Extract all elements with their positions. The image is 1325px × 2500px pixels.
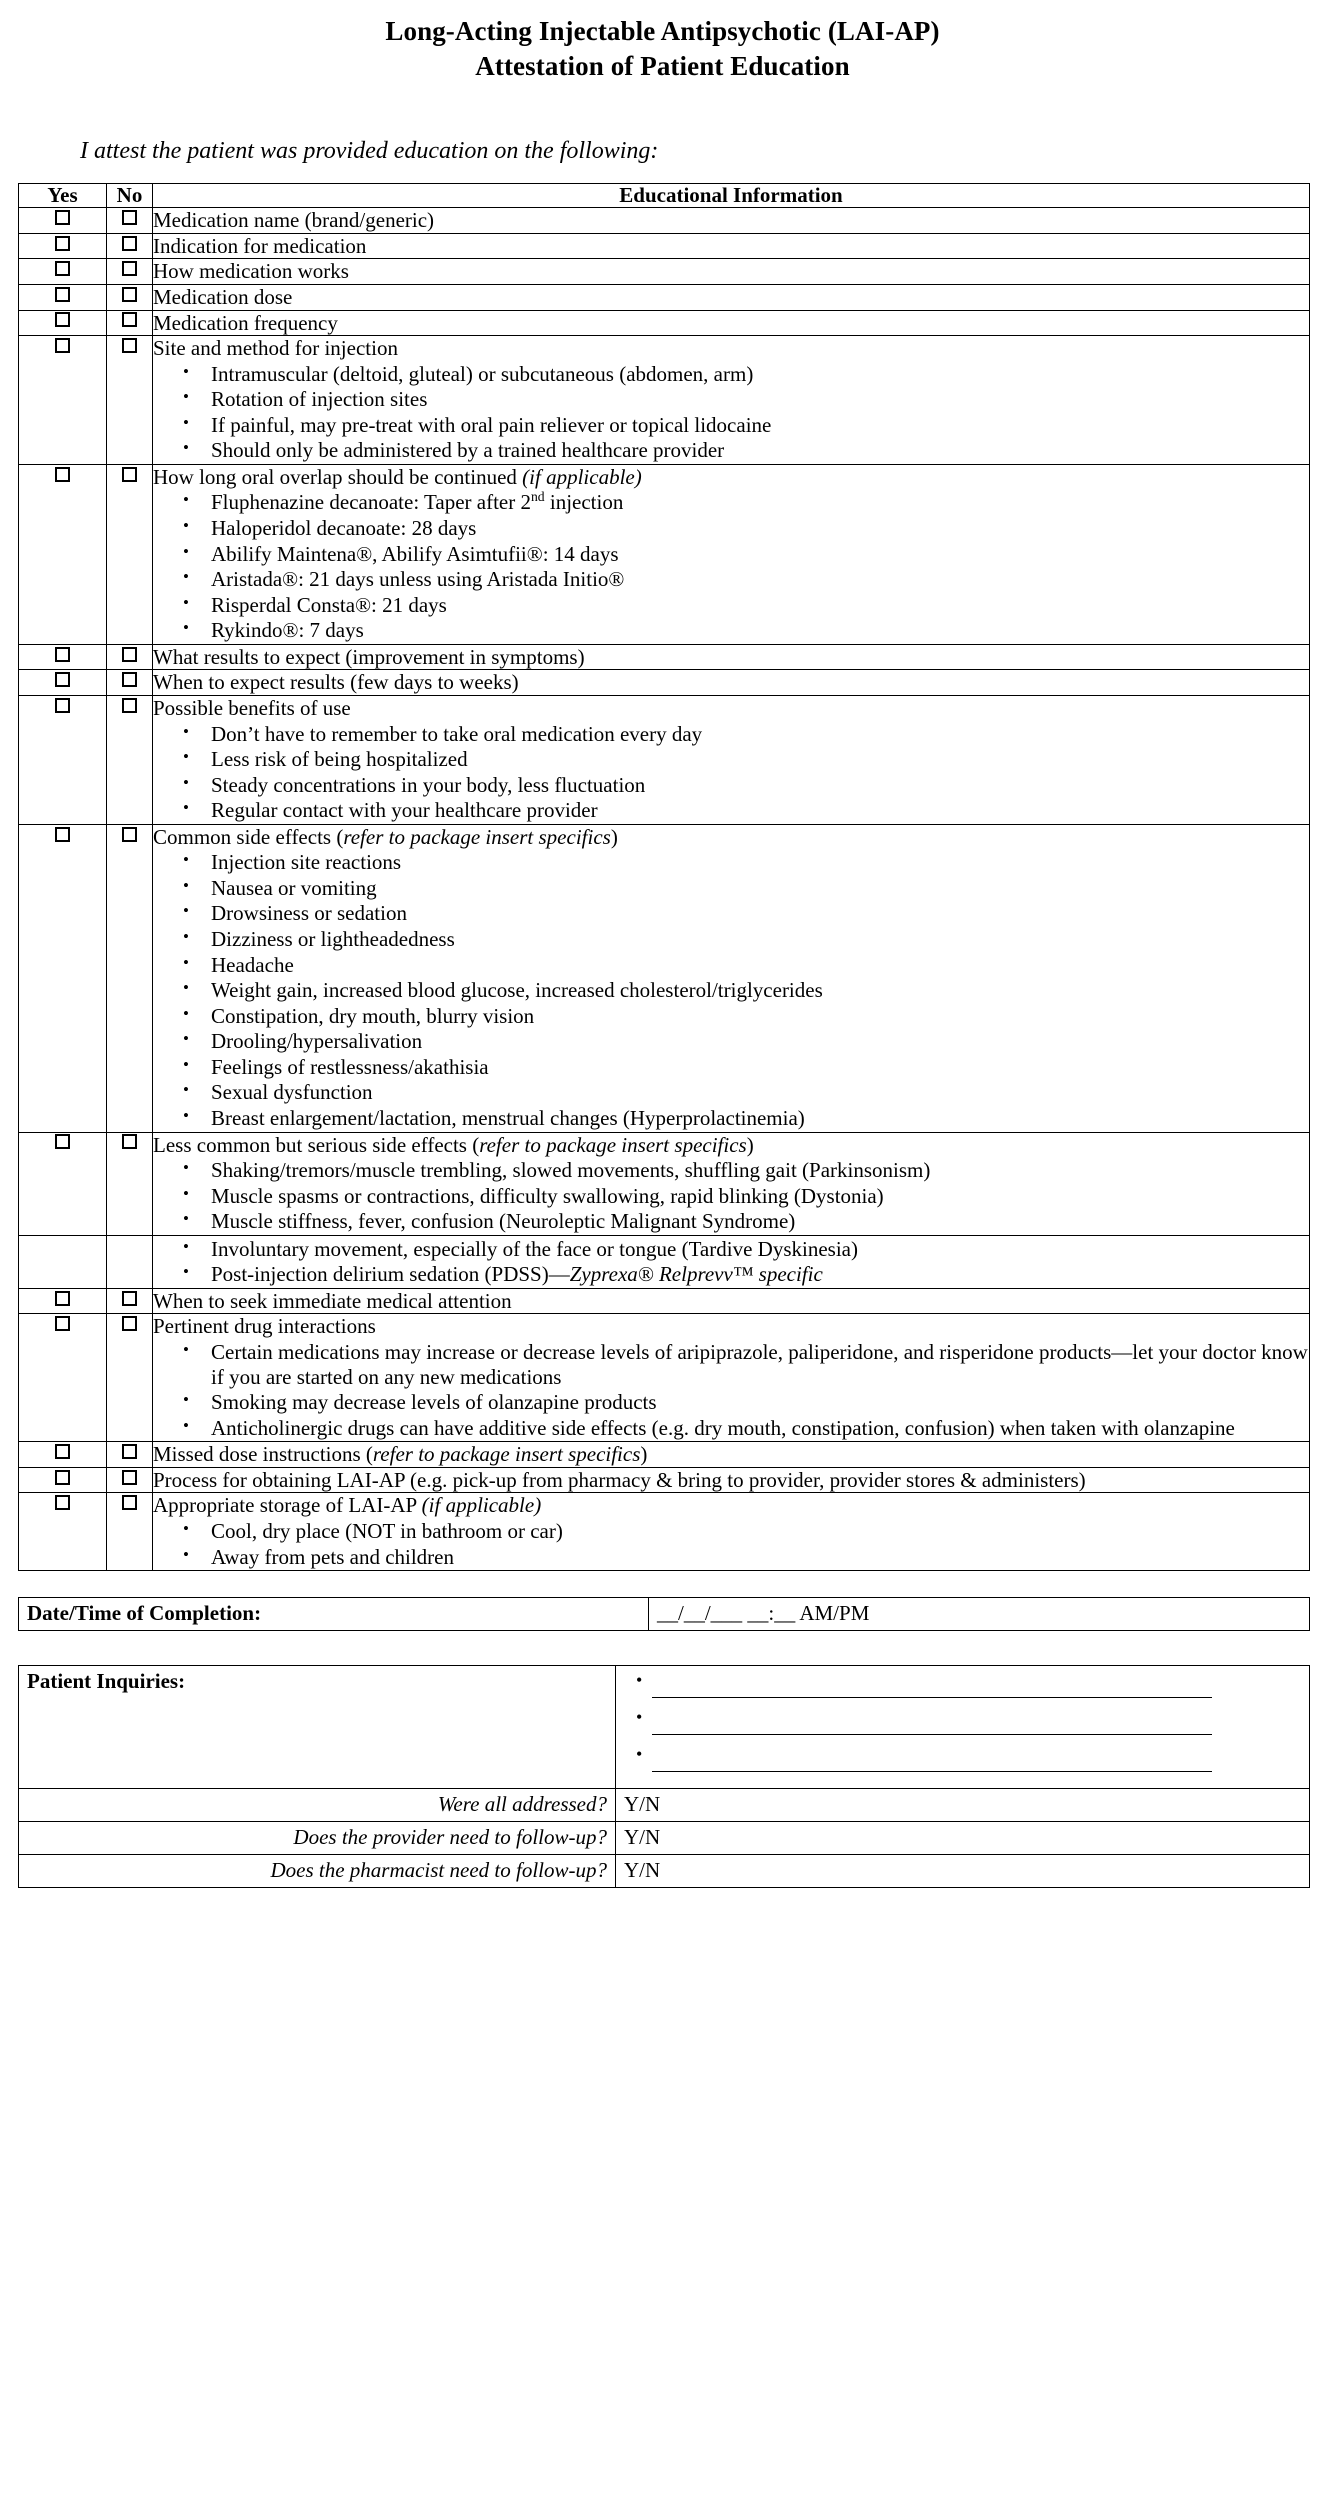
checkbox-cell-no-serious-side-effects[interactable] <box>107 1132 153 1235</box>
checkbox-no-icon[interactable] <box>122 210 137 225</box>
education-item-seek-attention <box>153 1288 1310 1314</box>
attestation-statement: I attest the patient was provided education on the following: <box>80 138 659 165</box>
list-item: • Intramuscular (deltoid, gluteal) or subcutaneous (abdomen, arm) <box>211 362 1309 387</box>
checkbox-yes-icon[interactable] <box>55 467 70 482</box>
table-row <box>19 1314 1310 1442</box>
list-item: • Less risk of being hospitalized <box>211 747 1309 772</box>
patient-inquiries-lines[interactable] <box>616 1666 1310 1789</box>
education-item-when-results <box>153 670 1310 696</box>
education-item-lead: Common side effects (refer to package insert specifics) <box>153 824 618 849</box>
education-item-lead: Indication for medication <box>153 233 367 258</box>
list-item: • Feelings of restlessness/akathisia <box>211 1055 1309 1080</box>
education-item-oral-overlap <box>153 464 1310 644</box>
checkbox-yes-icon[interactable] <box>55 1470 70 1485</box>
checkbox-cell-yes-common-side-effects[interactable] <box>19 824 107 1132</box>
checkbox-cell-no-medication-name[interactable] <box>107 208 153 234</box>
checkbox-no-icon[interactable] <box>122 1470 137 1485</box>
checklist-body <box>19 208 1310 1571</box>
completion-table <box>18 1597 1310 1631</box>
checkbox-cell-yes-how-it-works[interactable] <box>19 259 107 285</box>
patient-inquiries-label: Patient Inquiries: <box>19 1666 616 1789</box>
education-item-bullet-list <box>153 1340 1309 1440</box>
list-item: • Involuntary movement, especially of the face or tongue (Tardive Dyskinesia) <box>211 1237 1309 1262</box>
education-item-obtaining-process <box>153 1467 1310 1493</box>
table-header-row <box>19 184 1310 208</box>
list-item: • Regular contact with your healthcare provider <box>211 798 1309 823</box>
checkbox-yes-icon[interactable] <box>55 261 70 276</box>
table-row <box>19 1235 1310 1288</box>
inquiry-write-in-field[interactable] <box>652 1756 1212 1772</box>
list-item: • Muscle stiffness, fever, confusion (Neuroleptic Malignant Syndrome) <box>211 1209 1309 1234</box>
checkbox-cell-no-drug-interactions[interactable] <box>107 1314 153 1442</box>
education-item-lead: When to expect results (few days to weeks) <box>153 670 519 695</box>
patient-inquiries-table <box>18 1665 1310 1888</box>
checkbox-no-icon[interactable] <box>122 827 137 842</box>
checkbox-cell-yes-seek-attention[interactable] <box>19 1288 107 1314</box>
education-item-bullet-list <box>153 1237 1309 1287</box>
list-item: • Aristada®: 21 days unless using Aristada Initio® <box>211 567 1309 592</box>
checkbox-cell-yes-what-results[interactable] <box>19 644 107 670</box>
inquiries-row <box>19 1666 1310 1789</box>
checkbox-cell-yes-medication-name[interactable] <box>19 208 107 234</box>
checkbox-cell-no-missed-dose[interactable] <box>107 1442 153 1468</box>
education-item-lead: Appropriate storage of LAI-AP (if applicable) <box>153 1493 542 1518</box>
education-item-missed-dose <box>153 1442 1310 1468</box>
education-item-dose <box>153 284 1310 310</box>
question-row-provider-followup <box>19 1822 1310 1855</box>
inquiry-line-item[interactable] <box>652 1747 1301 1768</box>
education-item-bullet-list <box>153 1519 1309 1569</box>
checkbox-cell-yes-obtaining-process[interactable] <box>19 1467 107 1493</box>
checkbox-cell-no-possible-benefits[interactable] <box>107 695 153 824</box>
education-item-serious-side-effects-continued <box>153 1235 1310 1288</box>
education-item-bullet-list <box>153 722 1309 823</box>
table-row <box>19 1467 1310 1493</box>
title-line-2: Attestation of Patient Education <box>475 51 850 82</box>
list-item: • Shaking/tremors/muscle trembling, slowed movements, shuffling gait (Parkinsonism) <box>211 1158 1309 1183</box>
checkbox-cell-yes-drug-interactions[interactable] <box>19 1314 107 1442</box>
table-row <box>19 336 1310 465</box>
checkbox-no-icon[interactable] <box>122 1316 137 1331</box>
inquiry-line-item[interactable] <box>652 1673 1301 1694</box>
checkbox-yes-icon[interactable] <box>55 1291 70 1306</box>
column-header-no: No <box>107 184 153 208</box>
education-item-medication-name <box>153 208 1310 234</box>
checkbox-no-icon[interactable] <box>122 236 137 251</box>
checkbox-no-icon[interactable] <box>122 338 137 353</box>
education-item-bullet-list <box>153 850 1309 1130</box>
checkbox-cell-no-when-results[interactable] <box>107 670 153 696</box>
checkbox-yes-icon[interactable] <box>55 672 70 687</box>
checkbox-no-icon[interactable] <box>122 698 137 713</box>
checkbox-yes-icon[interactable] <box>55 1495 70 1510</box>
list-item: • Injection site reactions <box>211 850 1309 875</box>
checkbox-cell-no-what-results[interactable] <box>107 644 153 670</box>
education-item-bullet-list <box>153 1158 1309 1234</box>
checkbox-cell-no-serious-side-effects-continued <box>107 1235 153 1288</box>
list-item: • Dizziness or lightheadedness <box>211 927 1309 952</box>
list-item: • Cool, dry place (NOT in bathroom or car) <box>211 1519 1309 1544</box>
checkbox-yes-icon[interactable] <box>55 1316 70 1331</box>
education-item-common-side-effects <box>153 824 1310 1132</box>
checkbox-no-icon[interactable] <box>122 1495 137 1510</box>
education-item-serious-side-effects <box>153 1132 1310 1235</box>
checkbox-yes-icon[interactable] <box>55 236 70 251</box>
checkbox-cell-yes-indication[interactable] <box>19 233 107 259</box>
table-row <box>19 670 1310 696</box>
list-item: • Smoking may decrease levels of olanzapine products <box>211 1390 1309 1415</box>
table-row <box>19 1442 1310 1468</box>
table-row <box>19 284 1310 310</box>
list-item: • Drooling/hypersalivation <box>211 1029 1309 1054</box>
table-row <box>19 1132 1310 1235</box>
list-item: • Breast enlargement/lactation, menstrual changes (Hyperprolactinemia) <box>211 1106 1309 1131</box>
checkbox-cell-yes-serious-side-effects[interactable] <box>19 1132 107 1235</box>
education-checklist-table <box>18 183 1310 1571</box>
list-item: • Headache <box>211 953 1309 978</box>
checkbox-cell-no-frequency[interactable] <box>107 310 153 336</box>
completion-value-field[interactable]: __/__/___ __:__ AM/PM <box>649 1598 1310 1631</box>
checkbox-no-icon[interactable] <box>122 672 137 687</box>
checkbox-cell-yes-site-and-method[interactable] <box>19 336 107 465</box>
checkbox-no-icon[interactable] <box>122 287 137 302</box>
inquiry-write-in-field[interactable] <box>652 1719 1212 1735</box>
table-row <box>19 1493 1310 1571</box>
education-item-bullet-list <box>153 490 1309 642</box>
checkbox-yes-icon[interactable] <box>55 287 70 302</box>
education-item-drug-interactions <box>153 1314 1310 1442</box>
table-row <box>19 310 1310 336</box>
list-item: • Risperdal Consta®: 21 days <box>211 593 1309 618</box>
education-item-lead: Site and method for injection <box>153 336 398 361</box>
list-item: • Don’t have to remember to take oral medication every day <box>211 722 1309 747</box>
education-item-lead: How medication works <box>153 259 349 284</box>
checkbox-cell-no-how-it-works[interactable] <box>107 259 153 285</box>
checkbox-cell-yes-dose[interactable] <box>19 284 107 310</box>
education-item-lead: Process for obtaining LAI-AP (e.g. pick-up from pharmacy & bring to provider, provider stores & administers) <box>153 1467 1086 1492</box>
education-item-lead: Pertinent drug interactions <box>153 1314 376 1339</box>
list-item: • Muscle spasms or contractions, difficulty swallowing, rapid blinking (Dystonia) <box>211 1184 1309 1209</box>
checkbox-yes-icon[interactable] <box>55 698 70 713</box>
checkbox-no-icon[interactable] <box>122 467 137 482</box>
checkbox-cell-no-dose[interactable] <box>107 284 153 310</box>
checkbox-yes-icon[interactable] <box>55 1444 70 1459</box>
table-row <box>19 644 1310 670</box>
checkbox-cell-no-storage[interactable] <box>107 1493 153 1571</box>
checkbox-no-icon[interactable] <box>122 312 137 327</box>
education-item-bullet-list <box>153 362 1309 463</box>
checkbox-yes-icon[interactable] <box>55 647 70 662</box>
list-item: • Away from pets and children <box>211 1545 1309 1570</box>
education-item-how-it-works <box>153 259 1310 285</box>
education-item-site-and-method <box>153 336 1310 465</box>
checkbox-cell-no-indication[interactable] <box>107 233 153 259</box>
inquiry-write-in-field[interactable] <box>652 1682 1212 1698</box>
completion-row <box>19 1598 1310 1631</box>
title-line-1: Long-Acting Injectable Antipsychotic (LAI-AP) <box>385 16 940 46</box>
page-title <box>18 14 1307 84</box>
question-label-pharmacist-followup: Does the pharmacist need to follow-up? <box>19 1855 616 1888</box>
checkbox-cell-no-oral-overlap[interactable] <box>107 464 153 644</box>
education-item-lead: Medication name (brand/generic) <box>153 208 435 233</box>
checkbox-cell-no-seek-attention[interactable] <box>107 1288 153 1314</box>
list-item: • Nausea or vomiting <box>211 876 1309 901</box>
checkbox-cell-no-obtaining-process[interactable] <box>107 1467 153 1493</box>
list-item: • Post-injection delirium sedation (PDSS)—Zyprexa® Relprevv™ specific <box>211 1262 1309 1287</box>
completion-label: Date/Time of Completion: <box>19 1598 649 1631</box>
list-item: • Constipation, dry mouth, blurry vision <box>211 1004 1309 1029</box>
table-row <box>19 464 1310 644</box>
list-item: • Anticholinergic drugs can have additive side effects (e.g. dry mouth, constipation, confusion) when taken with olanzapine <box>211 1416 1309 1441</box>
question-answer-pharmacist-followup[interactable]: Y/N <box>616 1855 1310 1888</box>
education-item-what-results <box>153 644 1310 670</box>
question-label-provider-followup: Does the provider need to follow-up? <box>19 1822 616 1855</box>
table-row <box>19 695 1310 824</box>
education-item-possible-benefits <box>153 695 1310 824</box>
checkbox-cell-no-common-side-effects[interactable] <box>107 824 153 1132</box>
checkbox-cell-yes-missed-dose[interactable] <box>19 1442 107 1468</box>
list-item: • Fluphenazine decanoate: Taper after 2nd injection <box>211 490 1309 515</box>
question-row-pharmacist-followup <box>19 1855 1310 1888</box>
checkbox-cell-no-site-and-method[interactable] <box>107 336 153 465</box>
checkbox-no-icon[interactable] <box>122 1444 137 1459</box>
education-item-frequency <box>153 310 1310 336</box>
education-item-lead: Missed dose instructions (refer to package insert specifics) <box>153 1442 648 1467</box>
checkbox-no-icon[interactable] <box>122 1134 137 1149</box>
inquiry-line-item[interactable] <box>652 1710 1301 1731</box>
list-item: • Haloperidol decanoate: 28 days <box>211 516 1309 541</box>
checkbox-yes-icon[interactable] <box>55 312 70 327</box>
list-item: • Weight gain, increased blood glucose, increased cholesterol/triglycerides <box>211 978 1309 1003</box>
checkbox-cell-yes-possible-benefits[interactable] <box>19 695 107 824</box>
table-row <box>19 259 1310 285</box>
list-item: • Should only be administered by a trained healthcare provider <box>211 438 1309 463</box>
list-item: • Certain medications may increase or decrease levels of aripiprazole, paliperidone, and risperidone products—let your doctor know if you are started on any new medications <box>211 1340 1309 1389</box>
list-item: • Drowsiness or sedation <box>211 901 1309 926</box>
checkbox-yes-icon[interactable] <box>55 210 70 225</box>
table-row <box>19 233 1310 259</box>
column-header-yes: Yes <box>19 184 107 208</box>
question-row-all-addressed <box>19 1789 1310 1822</box>
education-item-lead: Less common but serious side effects (refer to package insert specifics) <box>153 1132 754 1157</box>
checkbox-no-icon[interactable] <box>122 261 137 276</box>
table-row <box>19 824 1310 1132</box>
education-item-lead: Possible benefits of use <box>153 695 351 720</box>
education-item-lead: Medication dose <box>153 284 293 309</box>
checkbox-yes-icon[interactable] <box>55 338 70 353</box>
education-item-lead: What results to expect (improvement in symptoms) <box>153 644 585 669</box>
column-header-educational-information: Educational Information <box>153 184 1310 208</box>
table-row <box>19 1288 1310 1314</box>
question-answer-all-addressed[interactable]: Y/N <box>616 1789 1310 1822</box>
education-item-storage <box>153 1493 1310 1571</box>
checkbox-no-icon[interactable] <box>122 1291 137 1306</box>
table-row <box>19 208 1310 234</box>
education-item-lead: When to seek immediate medical attention <box>153 1288 512 1313</box>
checkbox-cell-yes-storage[interactable] <box>19 1493 107 1571</box>
list-item: • Rotation of injection sites <box>211 387 1309 412</box>
checkbox-yes-icon[interactable] <box>55 1134 70 1149</box>
list-item: • Abilify Maintena®, Abilify Asimtufii®: 14 days <box>211 542 1309 567</box>
list-item: • Steady concentrations in your body, less fluctuation <box>211 773 1309 798</box>
question-label-all-addressed: Were all addressed? <box>19 1789 616 1822</box>
education-item-indication <box>153 233 1310 259</box>
education-item-lead: Medication frequency <box>153 310 338 335</box>
list-item: • Sexual dysfunction <box>211 1080 1309 1105</box>
checkbox-cell-yes-serious-side-effects-continued <box>19 1235 107 1288</box>
education-item-lead: How long oral overlap should be continued (if applicable) <box>153 464 642 489</box>
checkbox-cell-yes-oral-overlap[interactable] <box>19 464 107 644</box>
list-item: • If painful, may pre-treat with oral pain reliever or topical lidocaine <box>211 413 1309 438</box>
checkbox-cell-yes-when-results[interactable] <box>19 670 107 696</box>
checkbox-no-icon[interactable] <box>122 647 137 662</box>
question-answer-provider-followup[interactable]: Y/N <box>616 1822 1310 1855</box>
checkbox-yes-icon[interactable] <box>55 827 70 842</box>
checkbox-cell-yes-frequency[interactable] <box>19 310 107 336</box>
list-item: • Rykindo®: 7 days <box>211 618 1309 643</box>
